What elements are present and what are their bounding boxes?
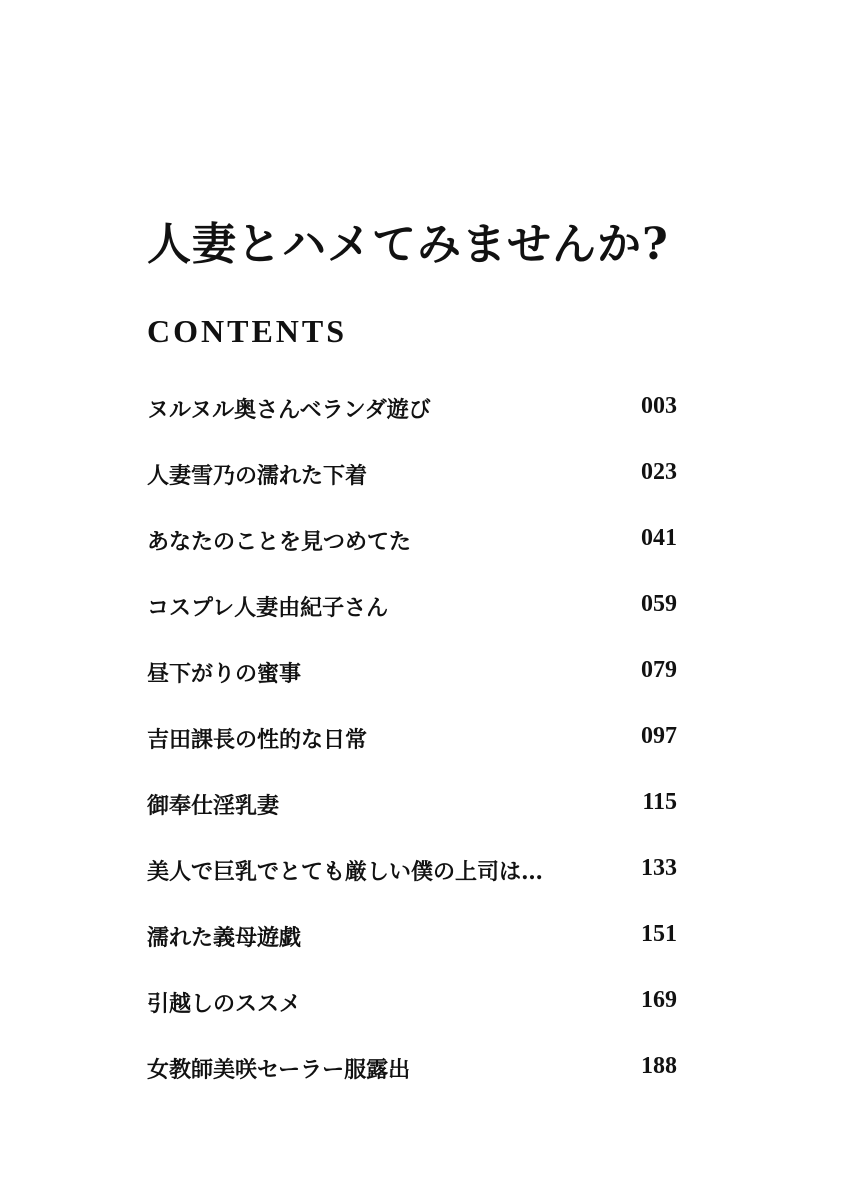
toc-entry [147, 723, 677, 789]
toc-entry-page: 188 [641, 1053, 677, 1079]
toc-entry [147, 525, 677, 591]
toc-entry-title: 吉田課長の性的な日常 [147, 727, 368, 753]
toc-entry [147, 393, 677, 459]
toc-entry-title: ヌルヌル奥さんベランダ遊び [147, 397, 431, 423]
contents-heading: CONTENTS [147, 313, 348, 349]
toc-entry-page: 097 [641, 723, 677, 749]
toc-entry-title: 御奉仕淫乳妻 [147, 793, 280, 819]
table-of-contents [147, 393, 677, 1119]
toc-entry-title: 昼下がりの蜜事 [147, 661, 302, 687]
toc-entry-page: 169 [641, 987, 677, 1013]
toc-entry-title: コスプレ人妻由紀子さん [147, 595, 389, 621]
toc-entry-page: 041 [641, 525, 677, 551]
toc-entry-page: 023 [641, 459, 677, 485]
toc-entry-page: 059 [641, 591, 677, 617]
toc-entry-title: 引越しのススメ [147, 991, 302, 1017]
toc-entry-title: 美人で巨乳でとても厳しい僕の上司は… [147, 859, 544, 885]
toc-entry [147, 789, 677, 855]
toc-entry-page: 151 [641, 921, 677, 947]
toc-entry [147, 921, 677, 987]
toc-entry [147, 1053, 677, 1119]
toc-entry [147, 657, 677, 723]
toc-entry-title: 濡れた義母遊戯 [147, 925, 302, 951]
toc-entry-page: 003 [641, 393, 677, 419]
toc-entry-page: 115 [642, 789, 677, 815]
toc-entry-page: 079 [641, 657, 677, 683]
toc-entry-page: 133 [641, 855, 677, 881]
book-title: 人妻とハメてみませんか? [147, 219, 669, 270]
toc-entry [147, 459, 677, 525]
toc-entry-title: 人妻雪乃の濡れた下着 [147, 463, 368, 489]
toc-entry [147, 855, 677, 921]
toc-entry [147, 591, 677, 657]
toc-entry-title: 女教師美咲セーラー服露出 [147, 1057, 411, 1083]
toc-entry [147, 987, 677, 1053]
toc-entry-title: あなたのことを見つめてた [147, 529, 412, 555]
